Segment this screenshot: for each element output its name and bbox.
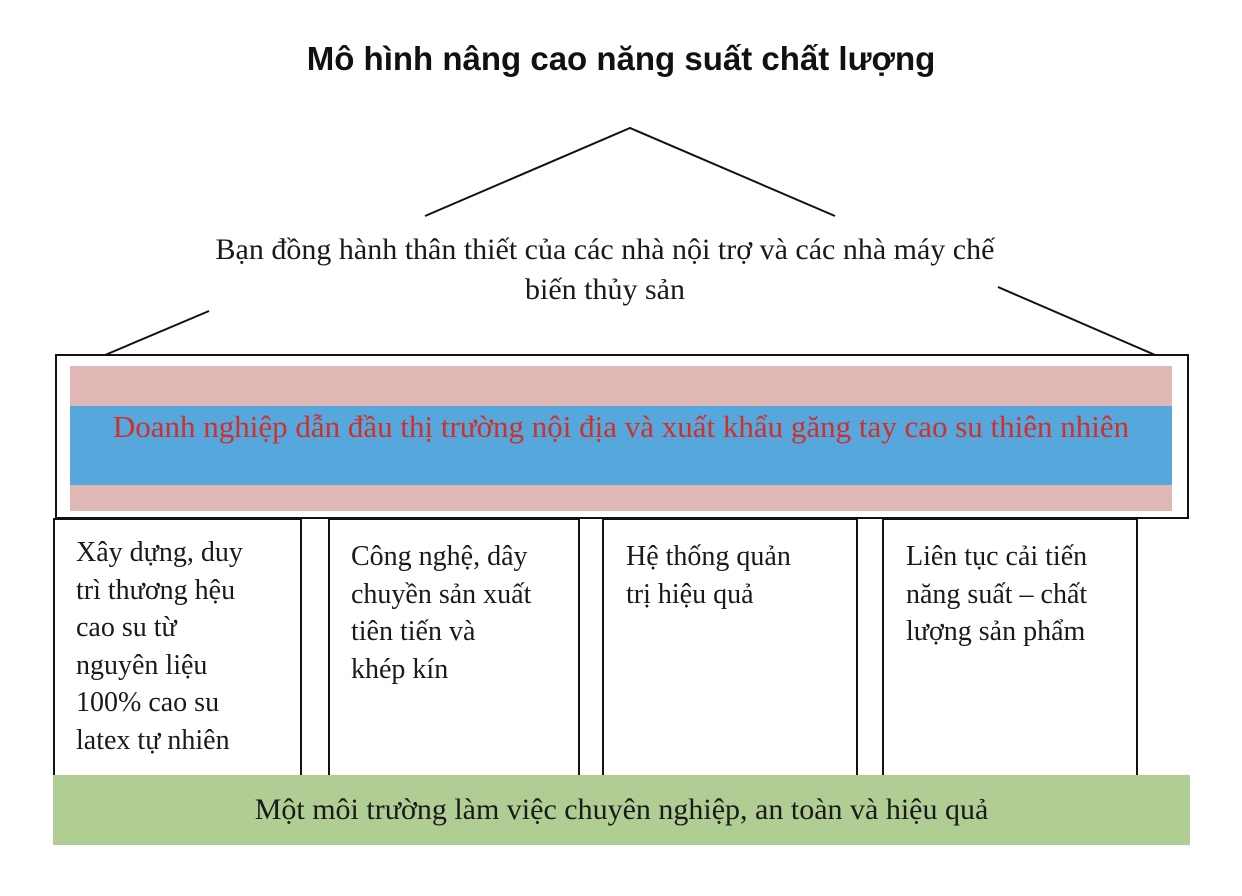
pillar-text-line: chuyền sản xuất xyxy=(351,578,532,610)
pillar-text-line: cao su từ xyxy=(76,612,177,643)
roof-peak-line xyxy=(425,128,835,216)
pillar-text-line: tiên tiến và xyxy=(351,616,476,647)
pillar-text-line: trị hiệu quả xyxy=(626,578,754,610)
pillar-text-line: năng suất – chất xyxy=(906,578,1088,610)
pillar-text-line: Công nghệ, dây xyxy=(351,541,528,572)
roof-left-eave xyxy=(98,311,209,358)
pillar-text-line: Xây dựng, duy xyxy=(76,537,243,568)
pillar-text-line: khép kín xyxy=(351,653,449,685)
pillar-technology xyxy=(328,518,580,780)
mission-statement: Doanh nghiệp dẫn đầu thị trường nội địa và xuất khẩu găng tay cao su thiên nhiên xyxy=(112,409,1130,444)
pillar-text-line: trì thương hệu xyxy=(76,574,236,606)
pillar-improvement xyxy=(882,518,1138,780)
pillar-text-line: lượng sản phẩm xyxy=(906,616,1086,647)
pillar-text-line: Liên tục cải tiến xyxy=(906,541,1088,572)
foundation-bar: Một môi trường làm việc chuyên nghiệp, an toàn và hiệu quả xyxy=(53,775,1190,845)
pillar-text-line: latex tự nhiên xyxy=(76,724,230,756)
vision-statement: Bạn đồng hành thân thiết của các nhà nội trợ và các nhà máy chế biến thủy sản xyxy=(215,233,995,306)
diagram-title: Mô hình nâng cao năng suất chất lượng xyxy=(306,40,936,77)
pillar-text-line: Hệ thống quản xyxy=(626,541,791,572)
pillar-management xyxy=(602,518,858,780)
roof-right-eave xyxy=(998,287,1162,358)
pillar-brand xyxy=(53,518,302,780)
pillar-text-line: 100% cao su xyxy=(76,687,220,718)
pillar-text-line: nguyên liệu xyxy=(76,649,208,681)
